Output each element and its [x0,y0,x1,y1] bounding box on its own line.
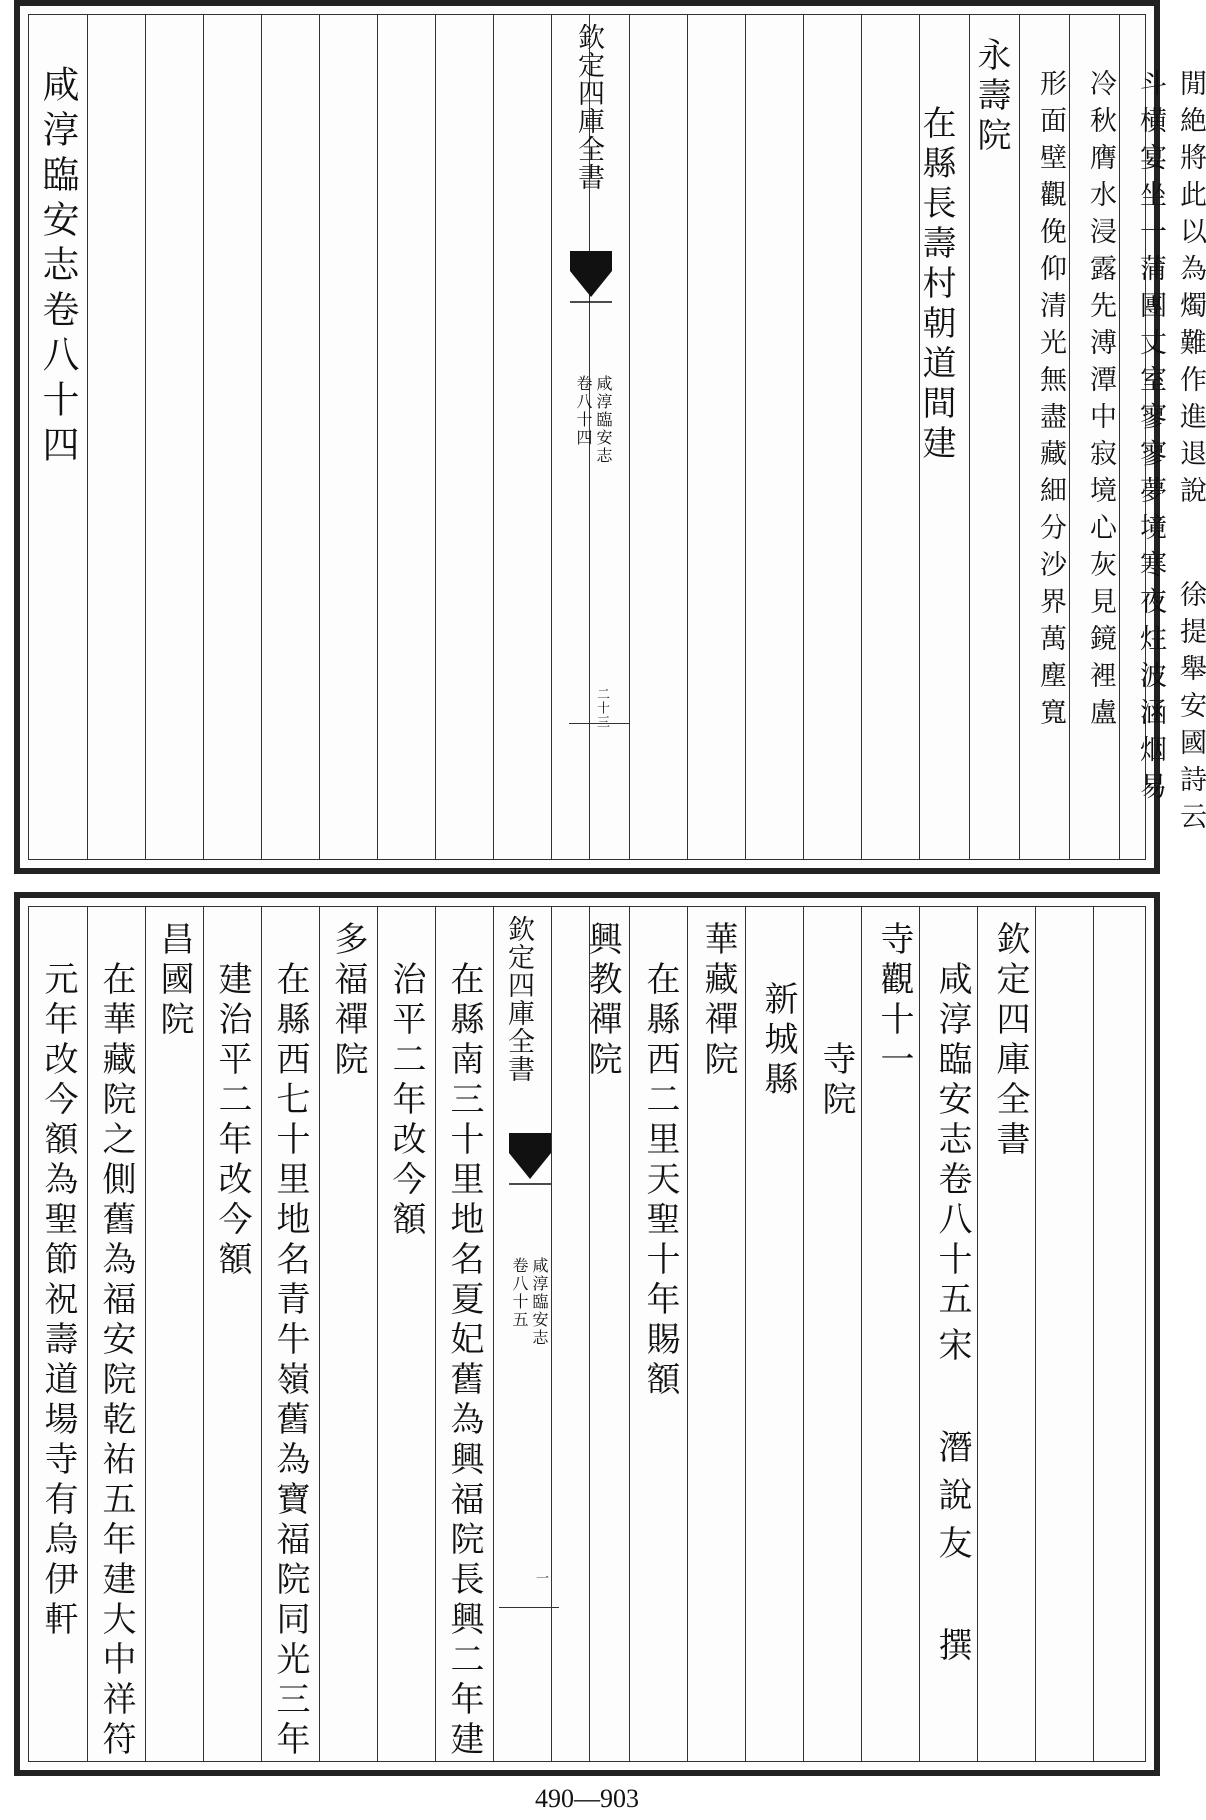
upper-page-frame [28,14,1206,860]
column-rule [687,15,688,859]
centre-header: 欽定四庫全書 [503,915,534,1083]
right-header: 欽定四庫全書 [990,921,1030,1161]
column-rule [629,15,630,859]
column-rule [861,907,862,1761]
column-rule [977,907,978,1761]
column-rule [1093,907,1094,1761]
entry1-name: 華藏禪院 [698,921,738,1081]
centre-volume-title: 咸淳臨安志 [530,1257,549,1347]
folio-number: 一 [533,1571,548,1585]
column-rule [745,15,746,859]
column-rule [803,907,804,1761]
poem-line-4: 形面壁觀俛仰清光無盡藏細分沙界萬塵寬 [1035,69,1066,735]
poem-line-1: 閒絶將此以為燭難作進退說 [1175,69,1206,513]
column-rule [87,15,88,859]
temple-heading: 永壽院 [971,37,1011,157]
colophon: 咸淳臨安志卷八十四 [36,65,79,470]
poem-line-3: 冷秋膺水浸露先溥潭中寂境心灰見鏡裡盧 [1085,69,1116,735]
column-rule [1119,15,1120,859]
column-rule [1035,907,1036,1761]
column-rule [435,907,436,1761]
fishtail-mark [570,251,612,303]
folio-number: 二十三 [594,687,609,729]
column-rule [377,15,378,859]
column-rule [919,907,920,1761]
column-rule [377,907,378,1761]
column-rule [551,907,552,1761]
volume-title: 咸淳臨安志卷八十五 [932,961,972,1321]
column-rule [203,907,204,1761]
centre-volume-number: 卷八十五 [510,1257,529,1329]
upper-page [14,0,1206,874]
column-rule [493,15,494,859]
column-rule [493,907,494,1761]
column-rule [261,15,262,859]
column-rule [969,15,970,859]
fishtail-mark [509,1133,551,1185]
column-rule [319,907,320,1761]
entry2-text: 在縣南三十里地名夏妃舊為興福院長興二年建 [444,961,484,1761]
lower-page-frame [28,906,1146,1762]
column-rule [203,15,204,859]
author-line: 宋 潛說友 撰 [932,1327,972,1675]
section-heading: 寺觀十一 [874,921,914,1081]
column-rule [687,907,688,1761]
entry4-text: 在華藏院之側舊為福安院乾祐五年建大中祥符 [96,961,136,1761]
column-rule [261,907,262,1761]
poem-attribution: 徐提舉安國詩云 [1175,580,1206,839]
lower-page [14,892,1160,1776]
entry3-name: 多福禪院 [328,921,368,1081]
column-rule [1019,15,1020,859]
poem-line-2: 斗横宴坐一蒲團丈室寥寥夢境寒夜炷波涵烟易 [1135,69,1166,809]
centre-header: 欽定四庫全書 [573,23,604,191]
column-rule [1069,15,1070,859]
column-rule [629,907,630,1761]
folio-rule [569,723,629,724]
entry2-name: 興教禪院 [582,921,622,1081]
entry3-note: 建治平二年改今額 [212,961,252,1281]
entry1-text: 在縣西二里天聖十年賜額 [640,961,680,1401]
column-rule [745,907,746,1761]
centre-volume-number: 卷八十四 [574,375,593,447]
column-rule [87,907,88,1761]
entry3-text: 在縣西七十里地名青牛嶺舊為寶福院同光三年 [270,961,310,1761]
column-rule [319,15,320,859]
entry4-note: 元年改今額為聖節祝壽道場寺有烏伊軒 [38,961,78,1641]
folio-rule [499,1607,559,1608]
column-rule [803,15,804,859]
entry2-note: 治平二年改今額 [386,961,426,1241]
county-heading: 新城縣 [758,981,798,1101]
page-number: 490—903 [535,1784,639,1813]
column-rule [145,15,146,859]
category-heading: 寺院 [816,1041,856,1121]
centre-volume-title: 咸淳臨安志 [594,375,613,465]
column-rule [861,15,862,859]
column-rule [435,15,436,859]
column-rule [551,15,552,859]
location-line: 在縣長壽村朝道間建 [916,105,956,465]
entry4-name: 昌國院 [154,921,194,1041]
column-rule [145,907,146,1761]
